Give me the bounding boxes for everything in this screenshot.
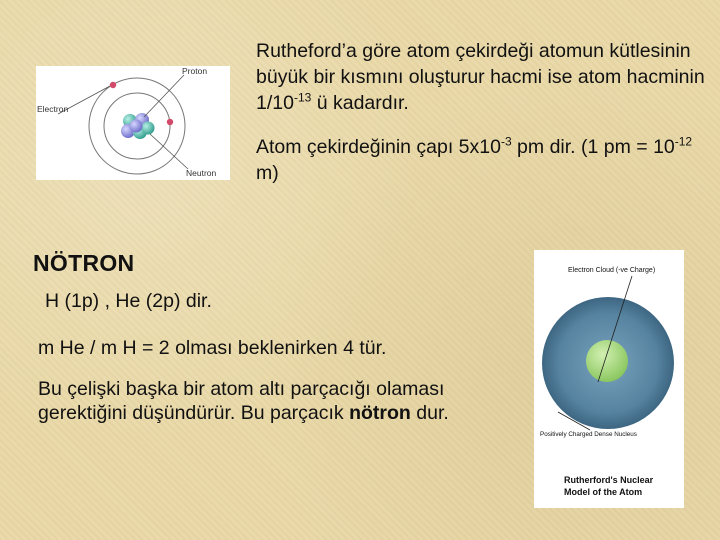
nucleus-diameter-paragraph [256, 134, 706, 186]
electron-dot [167, 119, 173, 125]
proton-label: Proton [182, 66, 208, 76]
intro-text [256, 38, 706, 186]
dense-nucleus [586, 340, 628, 382]
figure-caption-line1: Rutherford's Nuclear [564, 475, 654, 485]
rutherford-model-figure [534, 250, 684, 508]
intro-text-part: Atom çekirdeğinin çapı 5x10 [256, 136, 501, 158]
intro-text-part: m) [256, 162, 279, 184]
exponent: -13 [293, 90, 312, 105]
neutron-ball [142, 122, 155, 135]
electron-dot [110, 82, 116, 88]
intro-text-part: ü kadardır. [311, 92, 409, 114]
exponent: -3 [500, 134, 512, 149]
neutron-label: Neutron [186, 168, 217, 178]
paradox-text: Bu çelişki başka bir atom altı parçacığı olaması gerektiğini düşündürür. Bu parçacık [38, 378, 445, 424]
electron-label: Electron [37, 104, 69, 114]
paradox-paragraph [38, 377, 528, 425]
intro-text-part: Rutheford’a göre atom çekirdeği atomun kütlesinin büyük bir kısmını oluşturur hacmi ise atom hacminin 1/10 [256, 40, 705, 114]
nucleus [121, 113, 155, 139]
atom-diagram [36, 66, 230, 180]
paradox-text: dur. [410, 402, 449, 424]
hydrogen-helium-line: H (1p) , He (2p) dir. [45, 290, 212, 312]
exponent: -12 [674, 134, 693, 149]
proton-ball [130, 120, 143, 133]
nucleus-mass-paragraph [256, 38, 706, 116]
intro-text-part: pm dir. (1 pm = 10 [511, 136, 675, 158]
rutherford-model-svg [534, 250, 684, 508]
neutron-leader [150, 134, 188, 169]
neutron-term: nötron [349, 402, 411, 424]
figure-caption-line2: Model of the Atom [564, 487, 643, 497]
electron-cloud-label: Electron Cloud (-ve Charge) [568, 267, 656, 274]
nucleus-label: Positively Charged Dense Nucleus [540, 431, 637, 438]
atom-diagram-svg [36, 66, 230, 180]
mass-ratio-line: m He / m H = 2 olması beklenirken 4 tür. [38, 337, 387, 359]
section-heading: NÖTRON [33, 250, 135, 276]
